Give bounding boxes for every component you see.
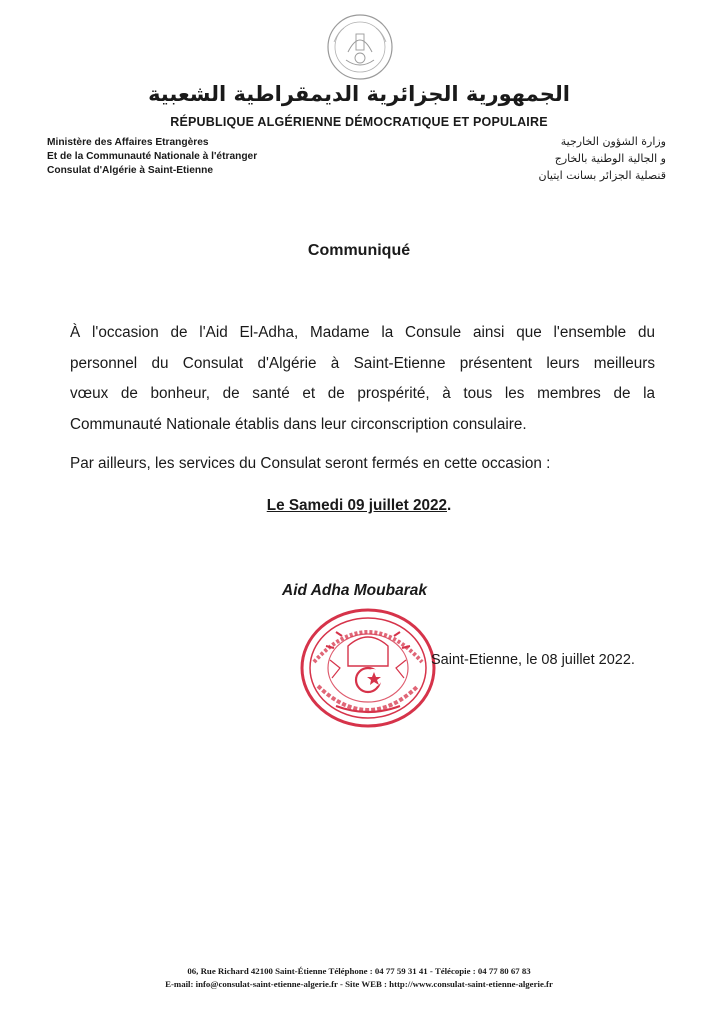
footer-contact <box>0 965 718 991</box>
ministry-line-arabic: و الجالية الوطنية بالخارج <box>554 152 666 165</box>
paragraph-line: personnel du Consulat d'Algérie à Saint-Etienne présentent leurs meilleurs <box>70 354 655 372</box>
paragraph-line: À l'occasion de l'Aid El-Adha, Madame la Consule ainsi que l'ensemble du <box>70 324 655 341</box>
ministry-block-french <box>47 136 257 178</box>
document-title: Communiqué <box>307 242 411 259</box>
ministry-block-arabic <box>538 133 666 184</box>
footer-address-phone: 06, Rue Richard 42100 Saint-Étienne Téléphone : 04 77 59 31 41 - Télécopie : 04 77 80 67 83 <box>187 966 531 976</box>
french-republic-title: RÉPUBLIQUE ALGÉRIENNE DÉMOCRATIQUE ET POPULAIRE <box>170 115 548 129</box>
place-and-date: Saint-Etienne, le 08 juillet 2022. <box>431 652 635 668</box>
algeria-emblem-icon <box>318 12 402 82</box>
consulate-line: Consulat d'Algérie à Saint-Etienne <box>47 165 214 176</box>
consulate-stamp-icon <box>296 606 440 730</box>
arabic-republic-title: الجمهورية الجزائرية الديمقراطية الشعبية <box>148 82 570 106</box>
paragraph-closure-notice: Par ailleurs, les services du Consulat seront fermés en cette occasion : <box>70 455 551 472</box>
ministry-line: Ministère des Affaires Etrangères <box>47 137 209 148</box>
paragraph-greetings <box>70 318 655 440</box>
footer-email-web: E-mail: info@consulat-saint-etienne-algerie.fr - Site WEB : http://www.consulat-saint-etienne-algerie.fr <box>165 979 553 989</box>
eid-greeting: Aid Adha Moubarak <box>282 582 427 599</box>
closing-date-text: Le Samedi 09 juillet 2022 <box>266 497 447 514</box>
paragraph-line: vœux de bonheur, de santé et de prospérité, à tous les membres de la <box>70 385 655 402</box>
paragraph-line: Communauté Nationale établis dans leur circonscription consulaire. <box>70 415 527 433</box>
ministry-line: Et de la Communauté Nationale à l'étranger <box>47 151 258 162</box>
closing-date-punct: . <box>447 497 452 514</box>
closing-date <box>0 497 718 515</box>
ministry-line-arabic: وزارة الشؤون الخارجية <box>560 135 666 148</box>
consulate-line-arabic: قنصلية الجزائر بسانت ايتيان <box>538 169 666 182</box>
